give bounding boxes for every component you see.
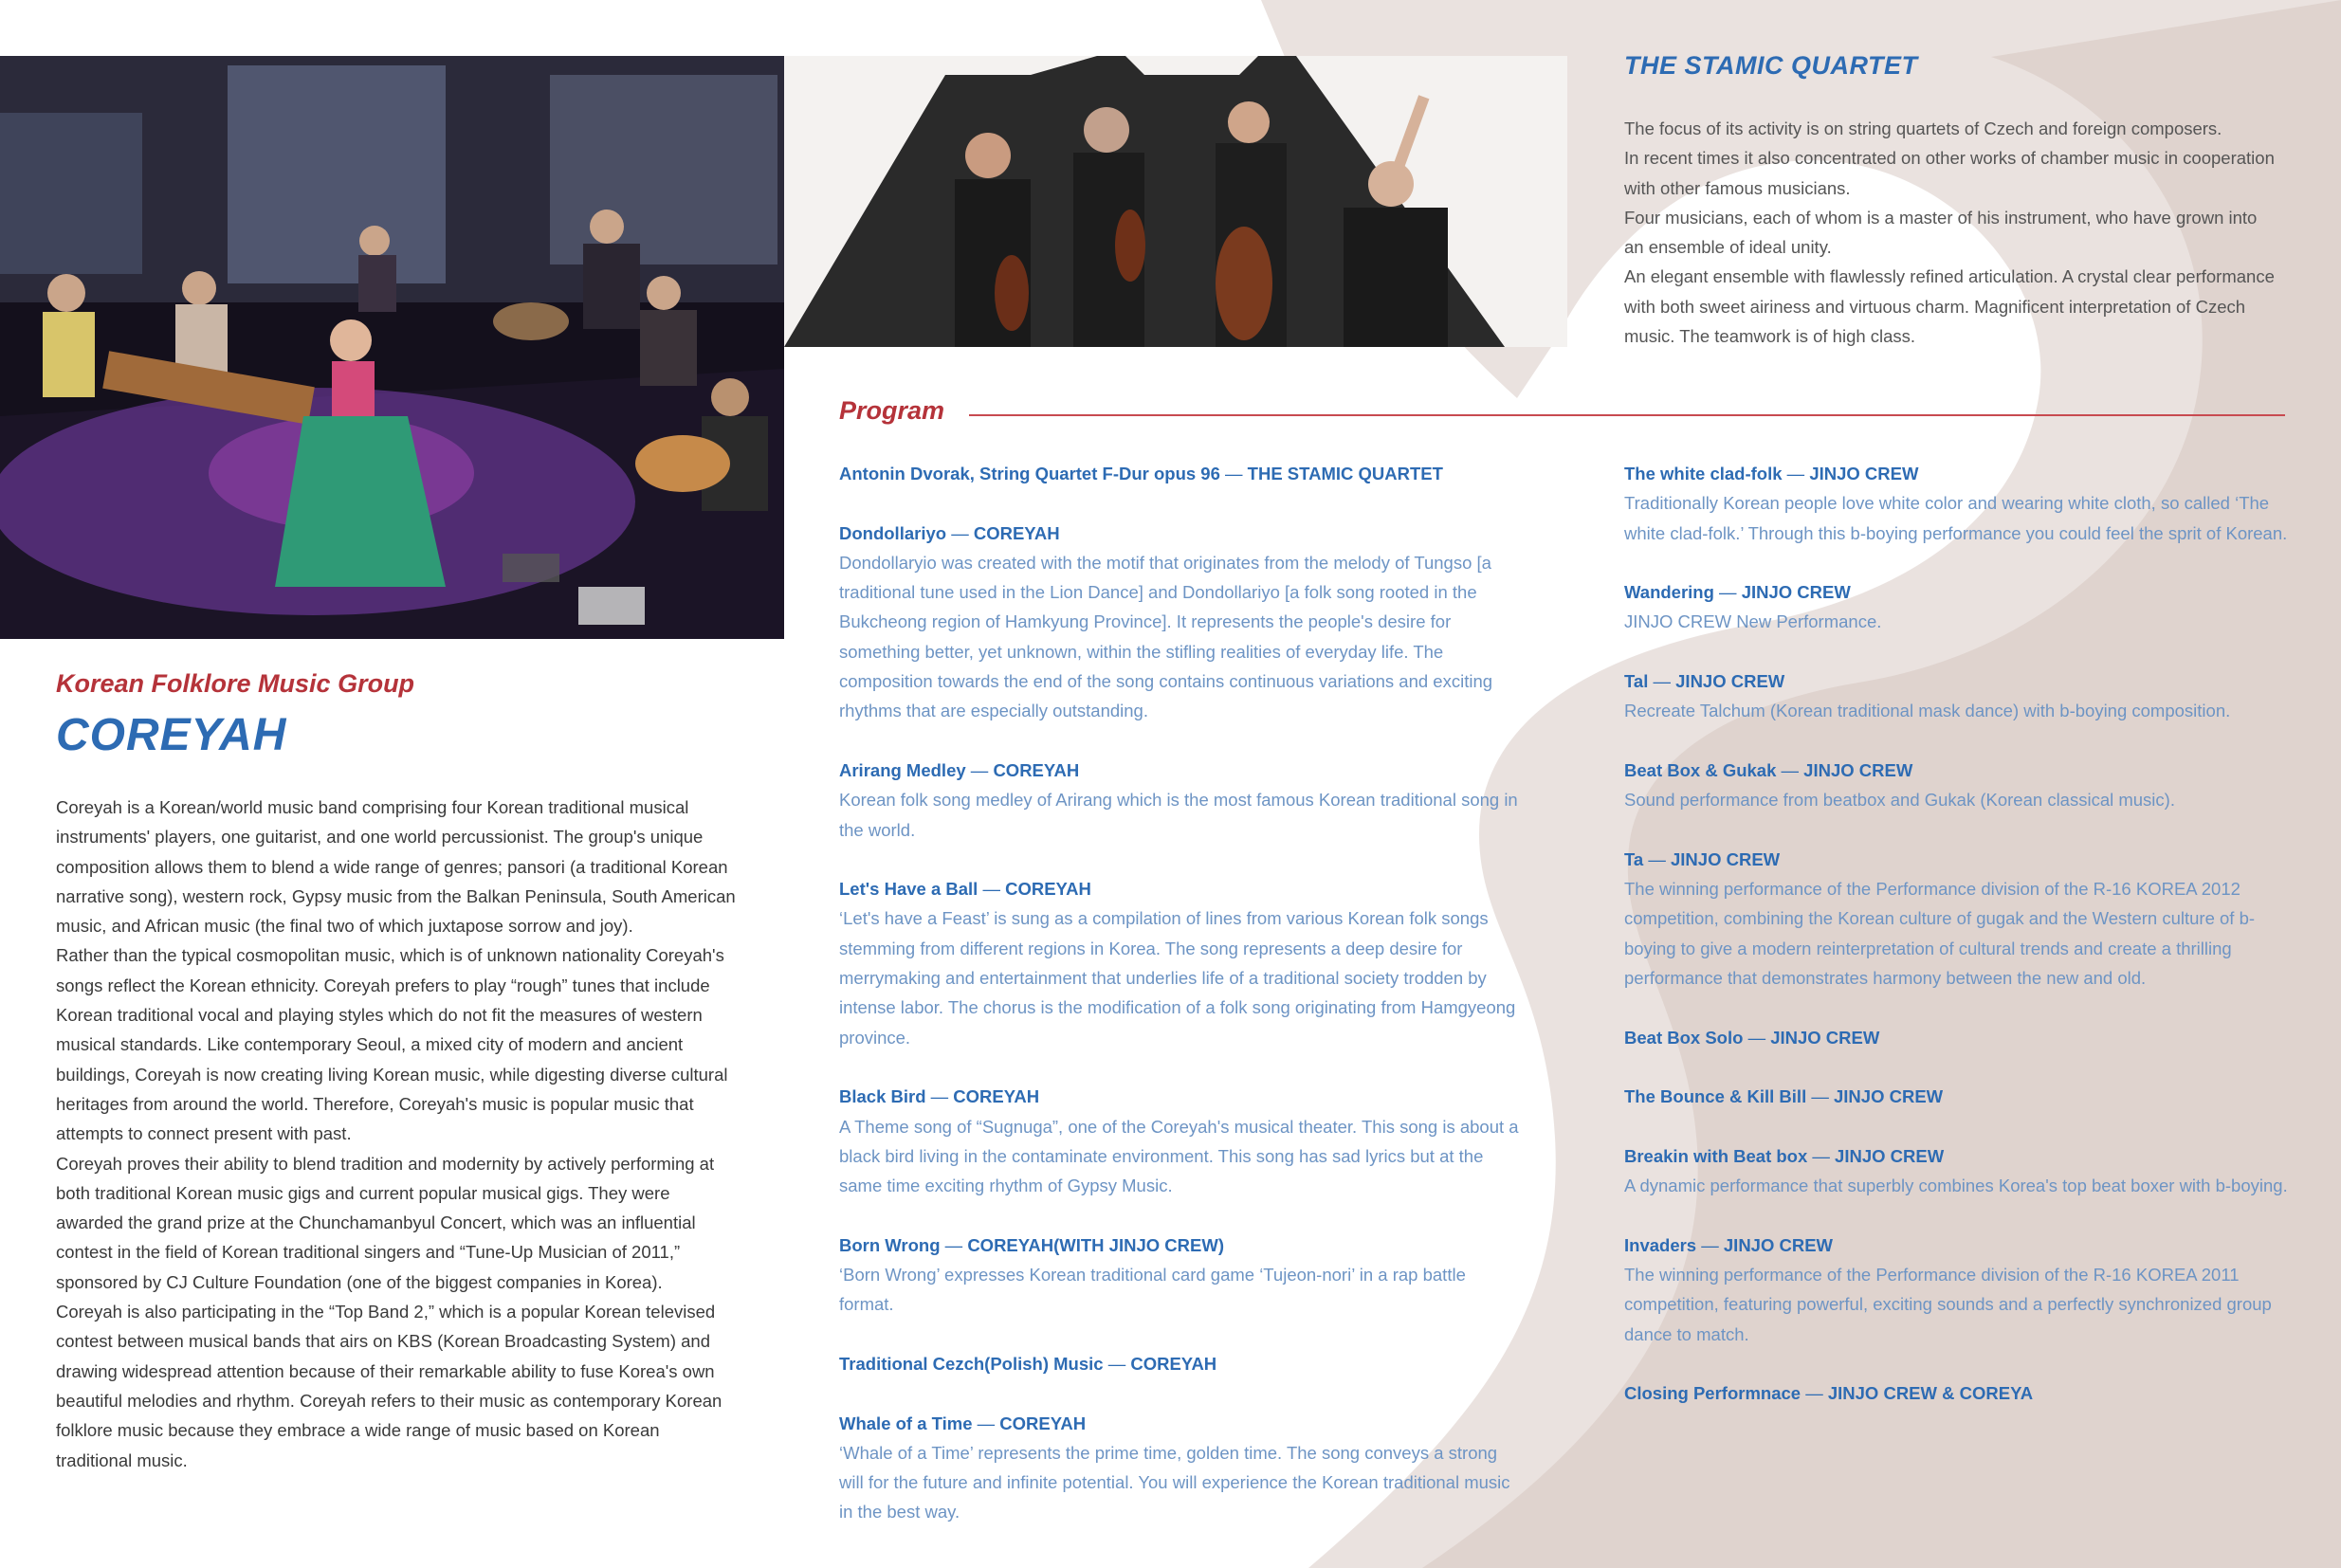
program-item-heading bbox=[1624, 1082, 2288, 1111]
program-item-description: The winning performance of the Performance division of the R-16 KOREA 2011 competition, featuring powerful, exciting sounds and a perfectly synchronized group dance to match. bbox=[1624, 1265, 2272, 1344]
em-dash-separator: — bbox=[1786, 464, 1805, 483]
program-item-description: Sound performance from beatbox and Gukak (Korean classical music). bbox=[1624, 790, 2175, 811]
stage-illustration bbox=[0, 56, 784, 639]
coreyah-title: COREYAH bbox=[56, 710, 287, 760]
program-item-heading bbox=[839, 1082, 1522, 1111]
program-item-title: The Bounce & Kill Bill bbox=[1624, 1086, 1807, 1107]
program-item-description: ‘Let's have a Feast’ is sung as a compilation of lines from various Korean folk songs stemming from different regions in Korea. The song represents a deep desire for merrymaking and entertainment that underlies life of a traditional society trodden by intense labor. The chorus is the modification of a folk song originating from Hamgyeong province. bbox=[839, 908, 1516, 1048]
em-dash-separator: — bbox=[951, 522, 969, 543]
quartet-description bbox=[1624, 114, 2278, 351]
program-item-performer: COREYAH bbox=[993, 759, 1080, 780]
program-item bbox=[839, 1409, 1522, 1527]
program-item-performer: COREYAH(WITH JINJO CREW) bbox=[967, 1234, 1224, 1255]
coreyah-eyebrow: Korean Folklore Music Group bbox=[56, 669, 415, 698]
em-dash-separator: — bbox=[1719, 582, 1737, 603]
coreyah-description bbox=[56, 793, 739, 1475]
em-dash-separator: — bbox=[1225, 464, 1243, 483]
program-item bbox=[1624, 666, 2288, 726]
program-item bbox=[839, 756, 1522, 845]
program-item bbox=[839, 519, 1522, 726]
program-item-performer: JINJO CREW bbox=[1809, 464, 1919, 483]
coreyah-paragraph: Coreyah is also participating in the “Top Band 2,” which is a popular Korean televised contest between musical bands that airs on KBS (Korean Broadcasting System) and drawing widespread attention because of their remarkable ability to fuse Korea's own beautiful melodies and rhythm. Coreyah refers to their music as contemporary Korean folklore music because they embrace a wide range of music based on Korean traditional music. bbox=[56, 1302, 722, 1470]
program-item-title: Closing Performnace bbox=[1624, 1383, 1801, 1404]
program-item-performer: JINJO CREW bbox=[1671, 848, 1781, 869]
program-item-performer: COREYAH bbox=[999, 1413, 1087, 1433]
program-item-title: Tal bbox=[1624, 671, 1649, 692]
program-item-title: Invaders bbox=[1624, 1234, 1697, 1255]
program-item-title: Antonin Dvorak, String Quartet F-Dur opus 96 bbox=[839, 464, 1220, 483]
quartet-paragraph: Four musicians, each of whom is a master of his instrument, who have grown into an ensemble of ideal unity. bbox=[1624, 207, 2258, 258]
program-item-performer: JINJO CREW & COREYA bbox=[1827, 1383, 2034, 1404]
em-dash-separator: — bbox=[1812, 1145, 1830, 1166]
em-dash-separator: — bbox=[944, 1234, 963, 1255]
program-item bbox=[839, 874, 1522, 1052]
em-dash-separator: — bbox=[1811, 1086, 1829, 1107]
program-item-title: Born Wrong bbox=[839, 1234, 941, 1255]
quartet-paragraph: An elegant ensemble with flawlessly refined articulation. A crystal clear performance with both sweet airiness and virtuous charm. Magnificent interpretation of Czech music. The teamwork is of high class. bbox=[1624, 266, 2275, 347]
program-item-performer: JINJO CREW bbox=[1835, 1145, 1945, 1166]
program-item-heading bbox=[839, 1409, 1522, 1438]
program-item-title: The white clad-folk bbox=[1624, 464, 1783, 483]
quartet-illustration bbox=[784, 56, 1567, 347]
program-item-performer: JINJO CREW bbox=[1803, 759, 1913, 780]
em-dash-separator: — bbox=[1781, 759, 1800, 780]
program-item-title: Beat Box & Gukak bbox=[1624, 759, 1777, 780]
program-item-title: Beat Box Solo bbox=[1624, 1027, 1744, 1048]
program-item bbox=[1624, 756, 2288, 815]
program-item-description: Dondollaryio was created with the motif that originates from the melody of Tungso [a traditional tune used in the Lion Dance] and Dondollariyo [a folk song rooted in the Bukcheong region of Hamkyung Province]. It represents the people's desire for something better, yet unknown, within the stifling realities of everyday life. The composition towards the end of the song contains continuous variations and exciting rhythms that are especially outstanding. bbox=[839, 552, 1493, 721]
program-item-description: Recreate Talchum (Korean traditional mask dance) with b-boying composition. bbox=[1624, 701, 2231, 721]
program-item-heading bbox=[1624, 756, 2288, 785]
program-item bbox=[1624, 1378, 2288, 1408]
program-item-description: JINJO CREW New Performance. bbox=[1624, 611, 1882, 632]
program-item-performer: JINJO CREW bbox=[1723, 1234, 1834, 1255]
program-item-title: Arirang Medley bbox=[839, 759, 966, 780]
program-item-heading bbox=[839, 1231, 1522, 1260]
program-item bbox=[1624, 1082, 2288, 1111]
program-item-heading bbox=[839, 519, 1522, 548]
program-column-left bbox=[839, 459, 1522, 1557]
program-item-description: A dynamic performance that superbly combines Korea's top beat boxer with b-boying. bbox=[1624, 1176, 2288, 1196]
program-item-title: Wandering bbox=[1624, 582, 1714, 603]
program-item-performer: COREYAH bbox=[973, 522, 1060, 543]
em-dash-separator: — bbox=[970, 759, 989, 780]
program-item bbox=[839, 459, 1522, 488]
program-item-description: ‘Whale of a Time’ represents the prime time, golden time. The song conveys a strong will for the future and infinite potential. You will experience the Korean traditional music in the best way. bbox=[839, 1442, 1510, 1522]
program-item-performer: JINJO CREW bbox=[1675, 671, 1785, 692]
em-dash-separator: — bbox=[1107, 1353, 1126, 1374]
em-dash-separator: — bbox=[1653, 671, 1671, 692]
coreyah-paragraph: Coreyah proves their ability to blend tradition and modernity by actively performing at both traditional Korean music gigs and current popular musical gigs. They were awarded the grand prize at the Chunchamanbyul Concert, which was an influential contest in the field of Korean traditional singers and “Tune-Up Musician of 2011,” sponsored by CJ Culture Foundation (one of the biggest companies in Korea). bbox=[56, 1153, 715, 1292]
program-item-heading bbox=[1624, 666, 2288, 696]
program-item bbox=[839, 1231, 1522, 1320]
program-divider bbox=[969, 414, 2285, 416]
program-item-performer: THE STAMIC QUARTET bbox=[1247, 464, 1443, 483]
quartet-paragraph: The focus of its activity is on string quartets of Czech and foreign composers. bbox=[1624, 119, 2222, 138]
quartet-title: THE STAMIC QUARTET bbox=[1624, 51, 1918, 80]
program-item-heading bbox=[839, 459, 1522, 488]
em-dash-separator: — bbox=[1648, 848, 1666, 869]
program-item bbox=[1624, 845, 2288, 993]
program-item-title: Whale of a Time bbox=[839, 1413, 973, 1433]
program-item-heading bbox=[1624, 1141, 2288, 1171]
program-item-title: Ta bbox=[1624, 848, 1644, 869]
program-item-title: Traditional Cezch(Polish) Music bbox=[839, 1353, 1104, 1374]
coreyah-paragraph: Coreyah is a Korean/world music band comprising four Korean traditional musical instruments' players, one guitarist, and one world percussionist. The group's unique composition allows them to blend a wide range of genres; pansori (a traditional Korean narrative song), western rock, Gypsy music from the Balkan Peninsula, South American music, and African music (the final two of which juxtapose sorrow and joy). bbox=[56, 797, 736, 937]
coreyah-stage-photo bbox=[0, 56, 784, 639]
program-title: Program bbox=[839, 396, 945, 425]
program-item-description: Traditionally Korean people love white color and wearing white cloth, so called ‘The white clad-folk.’ Through this b-boying performance you could feel the sprit of Korean. bbox=[1624, 493, 2288, 543]
program-item-heading bbox=[1624, 577, 2288, 607]
program-item bbox=[1624, 459, 2288, 548]
coreyah-paragraph: Rather than the typical cosmopolitan music, which is of unknown nationality Coreyah's songs reflect the Korean ethnicity. Coreyah prefers to play “rough” tunes that include Korean traditional vocal and playing styles which do not fit the measures of western musical standards. Like contemporary Seoul, a mixed city of modern and ancient buildings, Coreyah is now creating living Korean music, while digesting diverse cultural heritages from around the world. Therefore, Coreyah's music is popular music that attempts to connect present with past. bbox=[56, 945, 728, 1144]
em-dash-separator: — bbox=[1805, 1383, 1823, 1404]
program-item-performer: COREYAH bbox=[1005, 879, 1091, 900]
em-dash-separator: — bbox=[977, 1413, 996, 1433]
program-item-heading bbox=[1624, 1023, 2288, 1052]
program-item-heading bbox=[839, 1349, 1522, 1378]
program-item-heading bbox=[1624, 459, 2288, 488]
program-item bbox=[839, 1349, 1522, 1378]
program-item-heading bbox=[1624, 1378, 2288, 1408]
program-item-performer: COREYAH bbox=[1130, 1353, 1217, 1374]
program-item-performer: COREYAH bbox=[953, 1086, 1040, 1107]
em-dash-separator: — bbox=[930, 1086, 949, 1107]
program-item bbox=[1624, 577, 2288, 637]
program-item-heading bbox=[1624, 1231, 2288, 1260]
program-item-description: ‘Born Wrong’ expresses Korean traditional card game ‘Tujeon-nori’ in a rap battle format. bbox=[839, 1265, 1466, 1315]
program-item-performer: JINJO CREW bbox=[1770, 1027, 1880, 1048]
program-item bbox=[839, 1082, 1522, 1200]
em-dash-separator: — bbox=[1747, 1027, 1766, 1048]
program-column-right bbox=[1624, 459, 2288, 1438]
program-item-heading bbox=[1624, 845, 2288, 874]
program-item-description: A Theme song of “Sugnuga”, one of the Coreyah's musical theater. This song is about a black bird living in the contaminate environment. This song has sad lyrics but at the same time exciting rhythm of Gypsy Music. bbox=[839, 1116, 1519, 1196]
em-dash-separator: — bbox=[982, 879, 1000, 900]
program-item bbox=[1624, 1141, 2288, 1201]
program-item-title: Let's Have a Ball bbox=[839, 879, 978, 900]
program-item-performer: JINJO CREW bbox=[1741, 582, 1851, 603]
program-item bbox=[1624, 1231, 2288, 1349]
program-item-performer: JINJO CREW bbox=[1834, 1086, 1944, 1107]
program-item-heading bbox=[839, 756, 1522, 785]
em-dash-separator: — bbox=[1701, 1234, 1719, 1255]
program-item-title: Dondollariyo bbox=[839, 522, 947, 543]
program-item-heading bbox=[839, 874, 1522, 903]
program-item-title: Breakin with Beat box bbox=[1624, 1145, 1808, 1166]
program-item bbox=[1624, 1023, 2288, 1052]
program-item-title: Black Bird bbox=[839, 1086, 926, 1107]
stamic-quartet-photo bbox=[784, 56, 1567, 347]
program-item-description: Korean folk song medley of Arirang which is the most famous Korean traditional song in the world. bbox=[839, 790, 1518, 840]
program-item-description: The winning performance of the Performance division of the R-16 KOREA 2012 competition, combining the Korean culture of gugak and the Western culture of b-boying to give a modern reinterpretation of cultural trends and create a thrilling performance that demonstrates harmony between the new and old. bbox=[1624, 879, 2256, 989]
quartet-paragraph: In recent times it also concentrated on other works of chamber music in cooperation with other famous musicians. bbox=[1624, 148, 2275, 198]
